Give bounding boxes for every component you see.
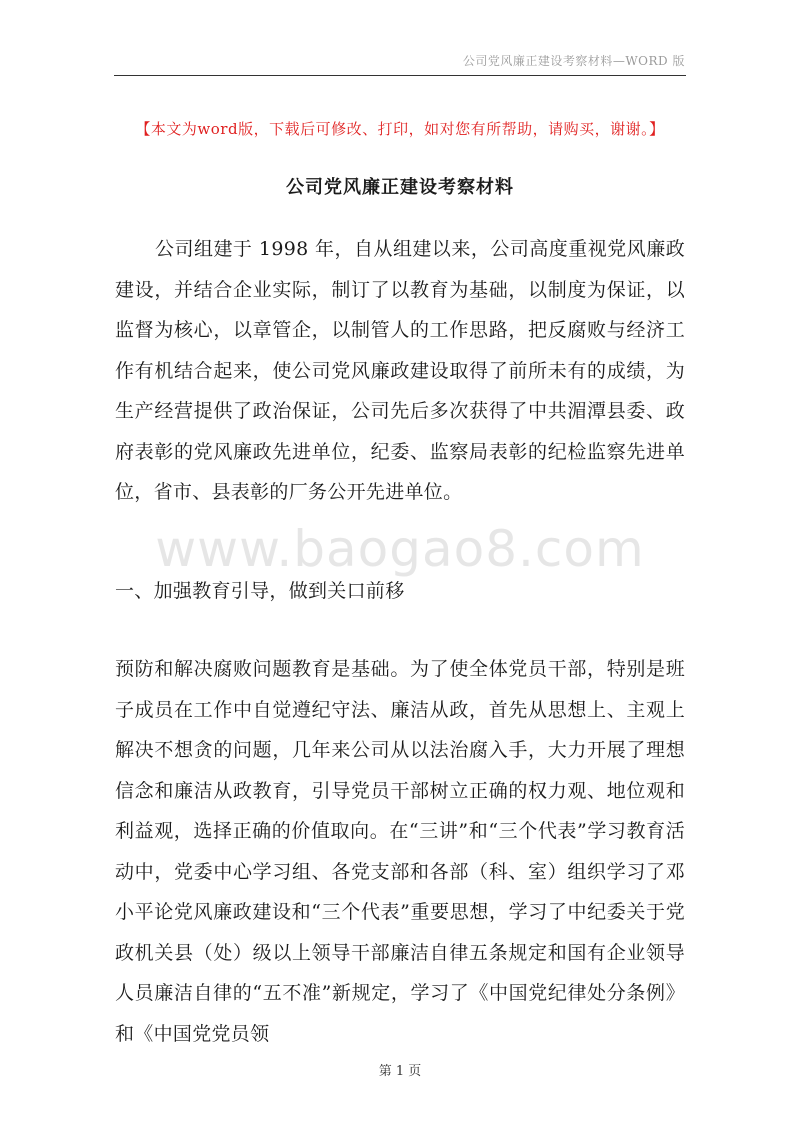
page-number: 第 1 页 bbox=[378, 1064, 422, 1079]
section-heading: 一、加强教育引导，做到关口前移 bbox=[115, 580, 405, 602]
running-header: 公司党风廉正建设考察材料—WORD 版 bbox=[462, 54, 685, 68]
document-title: 公司党风廉正建设考察材料 bbox=[286, 177, 514, 198]
paragraph-education: 预防和解决腐败问题教育是基础。为了使全体党员干部，特别是班子成员在工作中自觉遵纪守法、廉洁从政，首先从思想上、主观上解决不想贪的问题，几年来公司从以法治腐入手，大力开展了理想信念和廉洁从政教育，引导党员干部树立正确的权力观、地位观和利益观，选择正确的价值取向。在“三讲”和“三个代表”学习教育活动中，党委中心学习组、各党支部和各部（科、室）组织学习了邓小平论党风廉政建设和“三个代表”重要思想，学习了中纪委关于党政机关县（处）级以上领导干部廉洁自律五条规定和国有企业领导人员廉洁自律的“五不准”新规定，学习了《中国党纪律处分条例》和《中国党党员领 bbox=[115, 658, 685, 1045]
header-rule bbox=[114, 75, 686, 76]
purchase-notice: 【本文为word版，下载后可修改、打印，如对您有所帮助，请购买，谢谢。】 bbox=[135, 120, 665, 138]
paragraph-intro: 公司组建于 1998 年，自从组建以来，公司高度重视党风廉政建设，并结合企业实际，制订了以教育为基础，以制度为保证，以监督为核心，以章管企，以制管人的工作思路，把反腐败与经济工作有机结合起来，使公司党风廉政建设取得了前所未有的成绩，为生产经营提供了政治保证，公司先后多次获得了中共湄潭县委、政府表彰的党风廉政先进单位，纪委、监察局表彰的纪检监察先进单位，省市、县表彰的厂务公开先进单位。 bbox=[115, 238, 685, 503]
watermark: www.baogao8.com bbox=[155, 520, 645, 578]
